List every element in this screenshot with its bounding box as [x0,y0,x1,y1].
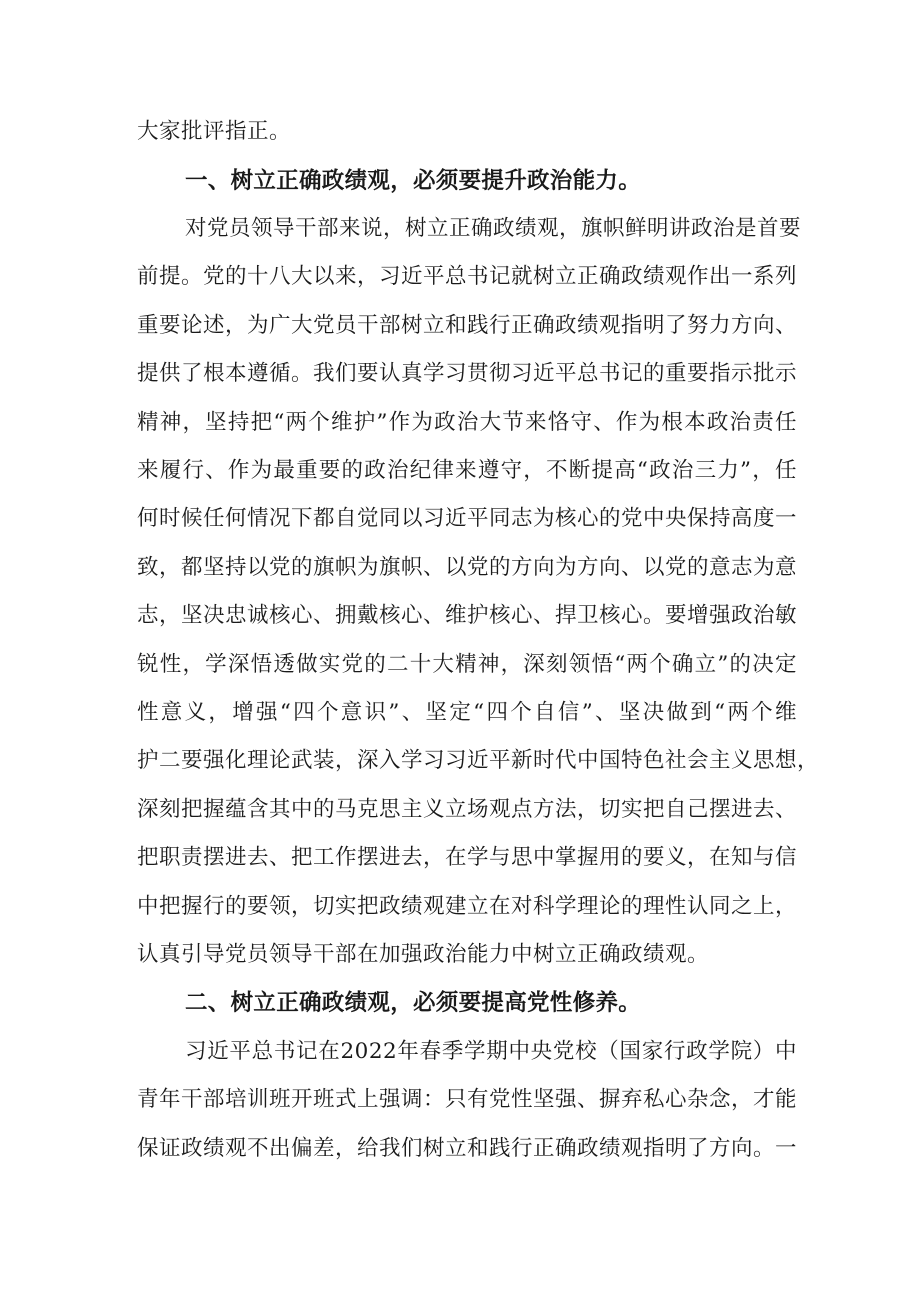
paragraph-line: 保证政绩观不出偏差，给我们树立和践行正确政绩观指明了方向。一 [137,1136,798,1161]
paragraph-line: 锐性，学深悟透做实党的二十大精神，深刻领悟“两个确立”的决定 [137,652,797,677]
paragraph-line: 重要论述，为广大党员干部树立和践行正确政绩观指明了努力方向、 [137,313,798,338]
opening-fragment: 大家批评指正。 [137,119,292,144]
section1-heading: 一、树立正确政绩观，必须要提升政治能力。 [185,168,642,194]
paragraph-line: 来履行、作为最重要的政治纪律来遵守，不断提高“政治三力”，任 [137,458,797,483]
paragraph-line: 青年干部培训班开班式上强调：只有党性坚强、摒弃私心杂念，才能 [137,1087,798,1112]
section2-heading: 二、树立正确政绩观，必须要提高党性修养。 [185,990,642,1016]
paragraph-line: 把职责摆进去、把工作摆进去，在学与思中掌握用的要义，在知与信 [137,845,798,870]
paragraph-line: 志，坚决忠诚核心、拥戴核心、维护核心、捍卫核心。要增强政治敏 [137,603,798,628]
paragraph-line: 性意义，增强“四个意识”、坚定“四个自信”、坚决做到“两个维 [137,700,797,725]
paragraph-line: 中把握行的要领，切实把政绩观建立在对科学理论的理性认同之上， [137,894,798,919]
paragraph-line: 致，都坚持以党的旗帜为旗帜、以党的方向为方向、以党的意志为意 [137,555,798,580]
paragraph-line: 深刻把握蕴含其中的马克思主义立场观点方法，切实把自己摆进去、 [137,797,798,822]
paragraph-line: 习近平总书记在2022年春季学期中央党校（国家行政学院）中 [185,1039,797,1064]
paragraph-line: 提供了根本遵循。我们要认真学习贯彻习近平总书记的重要指示批示 [137,361,798,386]
paragraph-line: 对党员领导干部来说，树立正确政绩观，旗帜鲜明讲政治是首要 [185,216,802,241]
paragraph-line: 前提。党的十八大以来，习近平总书记就树立正确政绩观作出一系列 [137,264,798,289]
paragraph-line: 护二要强化理论武装，深入学习习近平新时代中国特色社会主义思想， [137,748,820,773]
paragraph-line: 精神，坚持把“两个维护”作为政治大节来恪守、作为根本政治责任 [137,410,797,435]
paragraph-line: 何时候任何情况下都自觉同以习近平同志为核心的党中央保持高度一 [137,506,798,531]
paragraph-line: 认真引导党员领导干部在加强政治能力中树立正确政绩观。 [137,942,710,967]
